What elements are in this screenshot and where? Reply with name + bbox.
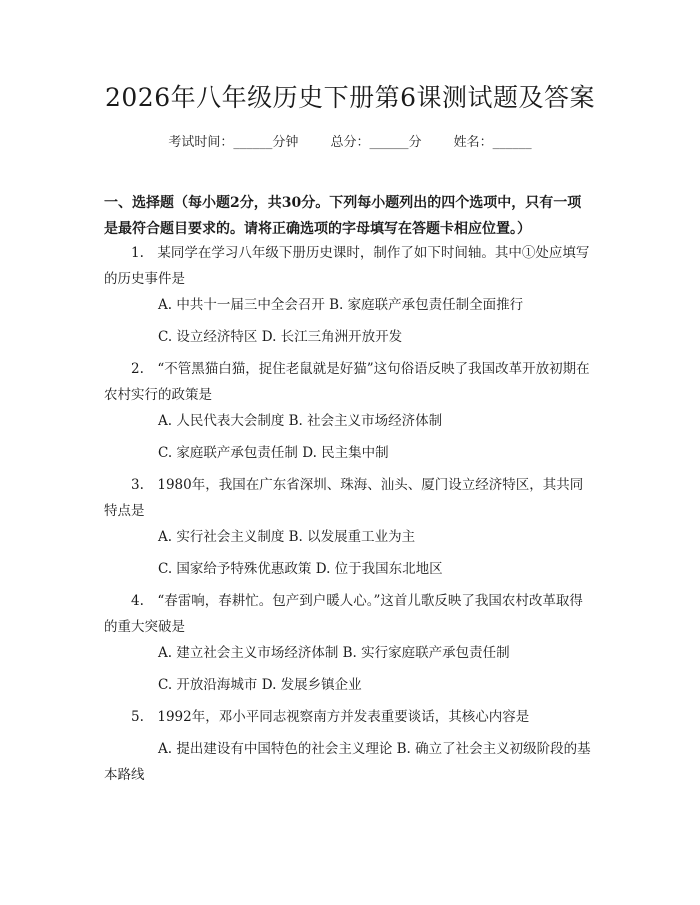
question-3-options-cd: C. 国家给予特殊优惠政策 D. 位于我国东北地区 xyxy=(158,561,443,577)
question-1-options-ab: A. 中共十一届三中全会召开 B. 家庭联产承包责任制全面推行 xyxy=(158,297,524,313)
question-4-options-cd: C. 开放沿海城市 D. 发展乡镇企业 xyxy=(158,677,362,693)
question-5-options-ab: A. 提出建设有中国特色的社会主义理论 B. 确立了社会主义初级阶段的基本路线 xyxy=(104,741,591,783)
exam-time: 考试时间：______分钟 xyxy=(168,135,299,150)
question-3-stem: 3. 1980年，我国在广东省深圳、珠海、汕头、厦门设立经济特区，其共同特点是 xyxy=(104,477,584,519)
question-5-stem: 5. 1992年，邓小平同志视察南方并发表重要谈话，其核心内容是 xyxy=(131,709,530,725)
exam-name: 姓名：______ xyxy=(453,135,532,150)
question-4-stem: 4. “春雷响，春耕忙。包产到户暖人心。”这首儿歌反映了我国农村改革取得的重大突破是 xyxy=(104,593,583,635)
question-3-options-ab: A. 实行社会主义制度 B. 以发展重工业为主 xyxy=(158,529,416,545)
question-2-options-ab: A. 人民代表大会制度 B. 社会主义市场经济体制 xyxy=(158,413,443,429)
page-title: 2026年八年级历史下册第6课测试题及答案 xyxy=(104,83,596,112)
section-heading: 一、选择题（每小题2分，共30分。下列每小题列出的四个选项中，只有一项是最符合题目要求的。请将正确选项的字母填写在答题卡相应位置。） xyxy=(104,195,582,237)
exam-score: 总分：______分 xyxy=(330,135,422,150)
question-1-options-cd: C. 设立经济特区 D. 长江三角洲开放开发 xyxy=(158,329,403,345)
question-2-stem: 2. “不管黑猫白猫，捉住老鼠就是好猫”这句俗语反映了我国改革开放初期在农村实行的政策是 xyxy=(104,361,590,403)
question-4-options-ab: A. 建立社会主义市场经济体制 B. 实行家庭联产承包责任制 xyxy=(158,645,510,661)
exam-meta xyxy=(0,131,700,150)
question-1-stem: 1. 某同学在学习八年级下册历史课时，制作了如下时间轴。其中①处应填写的历史事件是 xyxy=(104,245,590,287)
question-2-options-cd: C. 家庭联产承包责任制 D. 民主集中制 xyxy=(158,445,389,461)
